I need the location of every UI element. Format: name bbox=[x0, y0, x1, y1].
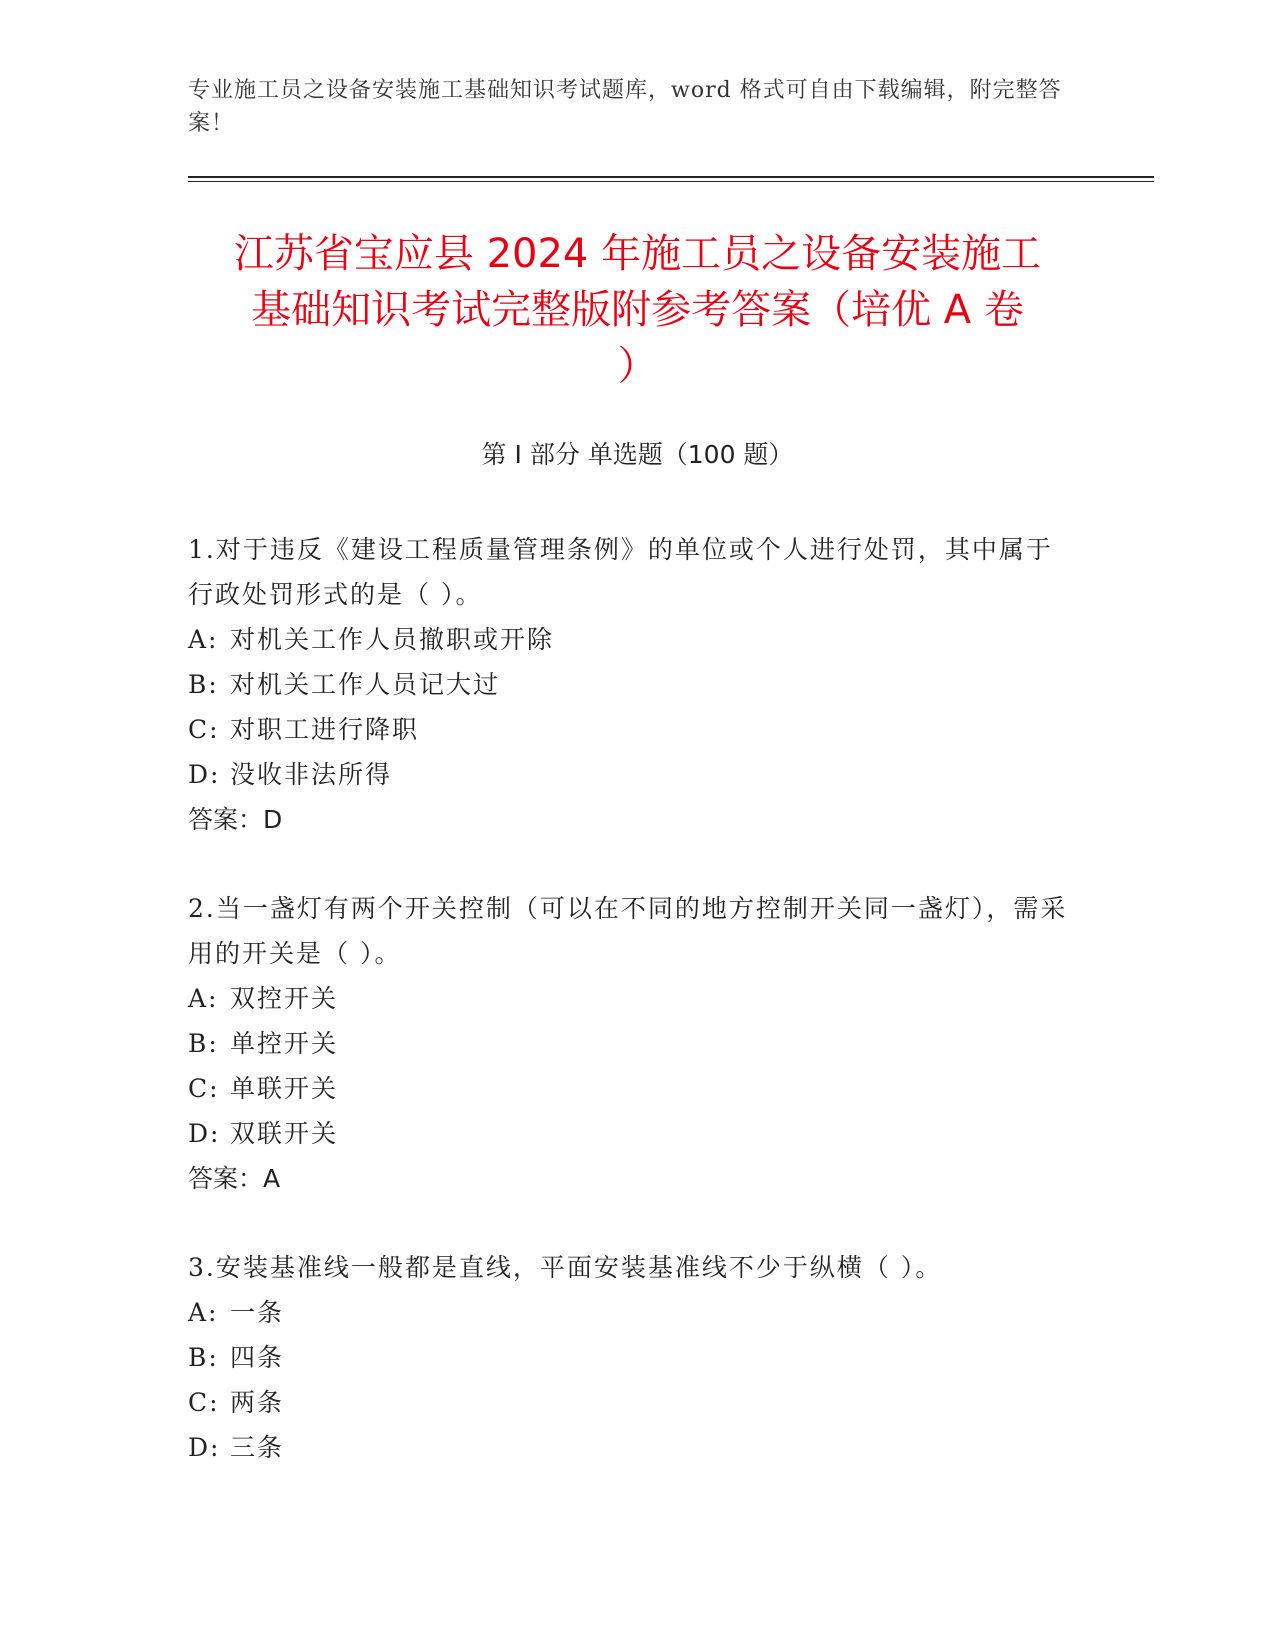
option-text: 双联开关 bbox=[230, 1119, 339, 1148]
section-heading: 第 I 部分 单选题（100 题） bbox=[481, 440, 794, 469]
option-d bbox=[188, 1111, 1068, 1156]
option-a bbox=[188, 976, 1068, 1021]
option-key: D: bbox=[188, 1433, 221, 1462]
document-title-line1: 江苏省宝应县 2024 年施工员之设备安装施工 bbox=[233, 231, 1042, 277]
option-text: 一条 bbox=[230, 1298, 285, 1327]
option-b bbox=[188, 662, 1068, 707]
answer-label: 答案：D bbox=[188, 805, 283, 834]
option-text: 没收非法所得 bbox=[230, 760, 393, 789]
option-d bbox=[188, 1425, 1068, 1470]
header-note: 专业施工员之设备安装施工基础知识考试题库，word 格式可自由下载编辑，附完整答案！ bbox=[188, 78, 1062, 136]
question-2 bbox=[188, 886, 1068, 1201]
option-key: A: bbox=[188, 625, 219, 654]
option-key: D: bbox=[188, 760, 221, 789]
document-title-line2: 基础知识考试完整版附参考答案（培优 A 卷 bbox=[251, 287, 1024, 333]
option-b bbox=[188, 1335, 1068, 1380]
question-list bbox=[188, 527, 1068, 1514]
option-text: 两条 bbox=[230, 1388, 285, 1417]
option-key: C: bbox=[188, 1388, 220, 1417]
option-a bbox=[188, 617, 1068, 662]
option-text: 三条 bbox=[230, 1433, 285, 1462]
option-d bbox=[188, 752, 1068, 797]
option-text: 双控开关 bbox=[230, 984, 339, 1013]
option-key: C: bbox=[188, 1074, 220, 1103]
option-key: A: bbox=[188, 1298, 219, 1327]
option-c bbox=[188, 1066, 1068, 1111]
option-b bbox=[188, 1021, 1068, 1066]
option-key: C: bbox=[188, 715, 220, 744]
header-rule-thin bbox=[188, 181, 1154, 182]
question-stem: 2.当一盏灯有两个开关控制（可以在不同的地方控制开关同一盏灯），需采用的开关是（ ）。 bbox=[188, 894, 1068, 968]
option-a bbox=[188, 1290, 1068, 1335]
option-text: 对机关工作人员记大过 bbox=[230, 670, 501, 699]
question-1 bbox=[188, 527, 1068, 842]
option-text: 单控开关 bbox=[230, 1029, 339, 1058]
option-key: B: bbox=[188, 670, 219, 699]
option-key: B: bbox=[188, 1029, 219, 1058]
question-stem: 3.安装基准线一般都是直线，平面安装基准线不少于纵横（ ）。 bbox=[188, 1253, 943, 1282]
option-key: A: bbox=[188, 984, 219, 1013]
option-c bbox=[188, 1380, 1068, 1425]
header-rule-thick bbox=[188, 176, 1154, 178]
option-key: B: bbox=[188, 1343, 219, 1372]
option-text: 对职工进行降职 bbox=[230, 715, 420, 744]
option-c bbox=[188, 707, 1068, 752]
question-stem: 1.对于违反《建设工程质量管理条例》的单位或个人进行处罚，其中属于行政处罚形式的是（ ）。 bbox=[188, 535, 1053, 609]
option-text: 对机关工作人员撤职或开除 bbox=[230, 625, 555, 654]
option-text: 单联开关 bbox=[230, 1074, 339, 1103]
question-3 bbox=[188, 1245, 1068, 1470]
option-text: 四条 bbox=[230, 1343, 285, 1372]
document-title-line3: ） bbox=[617, 343, 658, 389]
document-title bbox=[160, 226, 1115, 394]
answer-label: 答案：A bbox=[188, 1164, 281, 1193]
option-key: D: bbox=[188, 1119, 221, 1148]
